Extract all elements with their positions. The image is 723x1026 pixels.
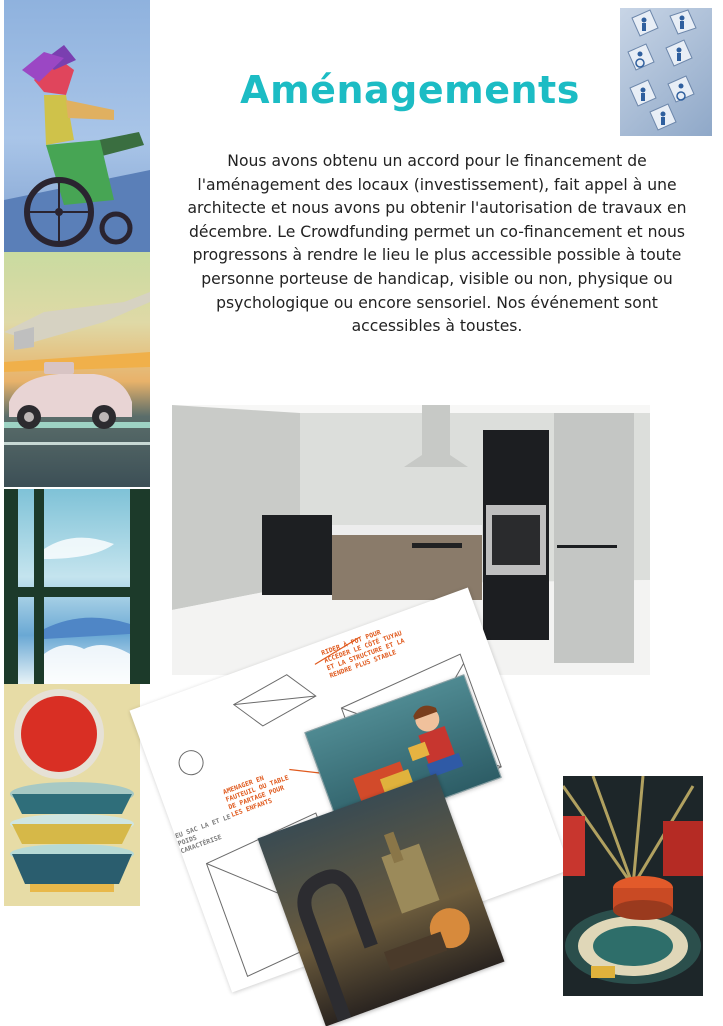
bowls-illustration: [4, 684, 140, 906]
retro-dish-illustration: [563, 776, 703, 996]
sketch-note-top: RIDER À POT POUR ACCÉDER LE CÔTÉ TUYAU ET LA STRUCTURE ET LA RENDRE PLUS STABLE: [320, 628, 406, 680]
sketch-note-left: AMENAGER EN FAUTEUIL OU TABLE DE PARTAGE POUR LES ENFANTS: [221, 773, 290, 819]
page-title: Aménagements: [240, 68, 580, 112]
window-sky-illustration: [4, 489, 150, 684]
wheelchair-illustration: [4, 0, 150, 252]
sketch-note-side: EU SAC LA ET LE POIDS CARACTÉRISE: [174, 812, 232, 856]
retro-vehicle-illustration: [4, 252, 150, 487]
accessibility-icons-image: [620, 8, 712, 136]
intro-paragraph: Nous avons obtenu un accord pour le financement de l'aménagement des locaux (investissement), fait appel à une architecte et nous avons pu obtenir l'autorisation de travaux en décembre. Le Crowdfunding permet un co-financement et nous progressons à rendre le lieu le plus accessible possible à toute personne porteuse de handicap, visible ou non, physique ou psychologique ou encore sensoriel. Nos événement sont accessibles à toustes.: [187, 152, 687, 336]
